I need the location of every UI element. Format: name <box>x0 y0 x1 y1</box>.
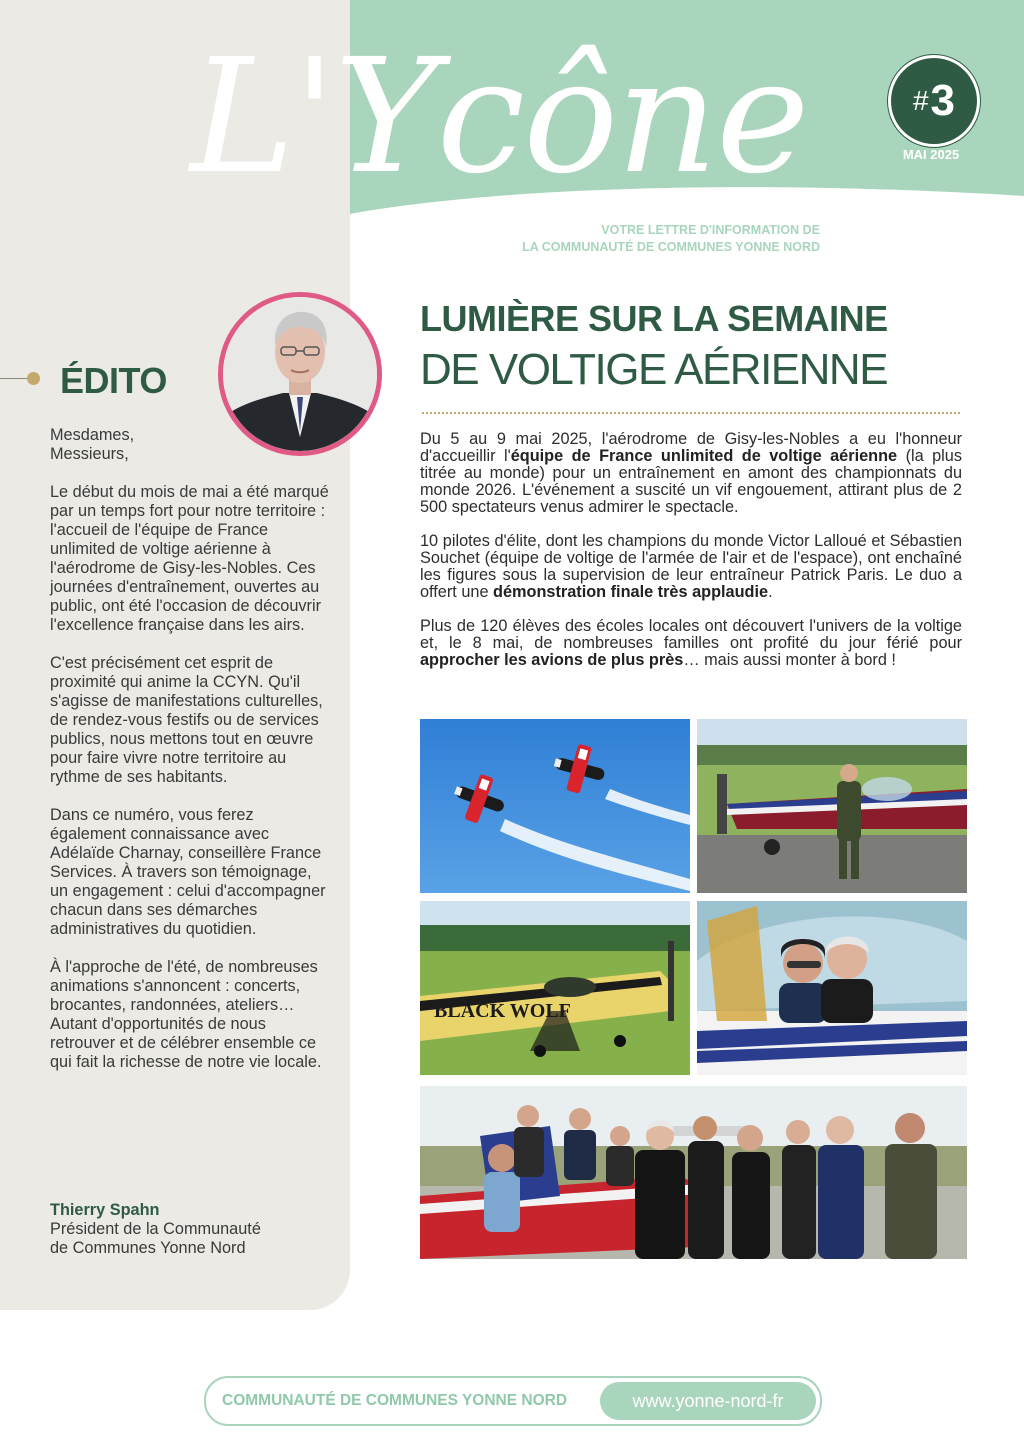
article-headline-bold: LUMIÈRE SUR LA SEMAINE <box>420 298 888 339</box>
photo-pilots-in-cockpit <box>697 901 967 1075</box>
newsletter-tagline: VOTRE LETTRE D'INFORMATION DE LA COMMUNAUTÉ DE COMMUNES YONNE NORD <box>522 223 820 254</box>
issue-hash: # <box>912 85 929 116</box>
photo-group-of-pilots <box>420 1086 967 1259</box>
footer-organisation: COMMUNAUTÉ DE COMMUNES YONNE NORD <box>222 1392 568 1409</box>
footer-banner <box>204 1376 822 1426</box>
edito-rule <box>0 378 28 379</box>
issue-date: MAI 2025 <box>902 147 960 162</box>
edito-paragraph: C'est précisément cet esprit de proximité qui anime la CCYN. Qu'il s'agisse de manifestations culturelles, de rendez-vous festifs ou de services publics, nous mettons tout en œuvre pour faire vivre notre territoire au rythme de ses habitants. <box>50 654 323 786</box>
edito-greeting: Mesdames, Messieurs, <box>50 426 135 463</box>
headline-divider <box>422 412 960 414</box>
edito-paragraph: À l'approche de l'été, de nombreuses animations s'annoncent : concerts, brocantes, randonnées, ateliers… Autant d'opportunités de nous retrouver et de célébrer ensemble ce qui fait la richesse de notre vie locale. <box>50 958 322 1071</box>
edito-bullet-dot <box>27 372 40 385</box>
newsletter-logo: L'Ycône <box>190 25 808 209</box>
signature-name: Thierry Spahn <box>50 1201 160 1219</box>
edito-signature <box>50 1201 330 1258</box>
article-body <box>420 431 962 686</box>
edito-body <box>50 426 330 1091</box>
edito-paragraph: Le début du mois de mai a été marqué par un temps fort pour notre territoire : l'accueil de l'équipe de France unlimited de voltige aérienne à l'aérodrome de Gisy-les-Nobles. Ces journées d'entraînement, ouvertes au public, ont été l'occasion de découvrir l'excellence française dans les airs. <box>50 483 329 634</box>
photo-pilot-and-plane <box>697 719 967 893</box>
article-paragraph: Plus de 120 élèves des écoles locales ont découvert l'univers de la voltige et, le 8 mai, de nombreuses familles ont profité du jour férié pour approcher les avions de plus près… mais aussi monter à bord ! <box>420 617 962 669</box>
photo-planes-in-flight <box>420 719 690 893</box>
footer-website-link[interactable]: www.yonne-nord-fr <box>600 1382 816 1420</box>
signature-role: Président de la Communauté <box>50 1220 261 1238</box>
article-headline-light: DE VOLTIGE AÉRIENNE <box>420 345 888 394</box>
plane-livery-text: BLACK WOLF <box>434 1000 571 1022</box>
edito-title: ÉDITO <box>60 360 167 401</box>
issue-badge <box>888 55 980 147</box>
signature-role: de Communes Yonne Nord <box>50 1239 246 1257</box>
edito-paragraph: Dans ce numéro, vous ferez également connaissance avec Adélaïde Charnay, conseillère France Services. À travers son témoignage, un engagement : celui d'accompagner chacun dans ses démarches administratives du quotidien. <box>50 806 326 938</box>
photo-black-wolf-plane <box>420 901 690 1075</box>
issue-number: 3 <box>930 76 956 125</box>
article-paragraph: 10 pilotes d'élite, dont les champions du monde Victor Lalloué et Sébastien Souchet (équipe de voltige de l'armée de l'air et de l'espace), ont enchaîné les figures sous la supervision de leur entraîneur Patrick Paris. Le duo a offert une démonstration finale très applaudie. <box>420 532 962 601</box>
article-paragraph: Du 5 au 9 mai 2025, l'aérodrome de Gisy-les-Nobles a eu l'honneur d'accueillir l'équipe de France unlimited de voltige aérienne (la plus titrée au monde) pour un entraînement en amont des championnats du monde 2026. L'événement a suscité un vif engouement, attirant plus de 2 500 spectateurs venus admirer le spectacle. <box>420 430 962 516</box>
